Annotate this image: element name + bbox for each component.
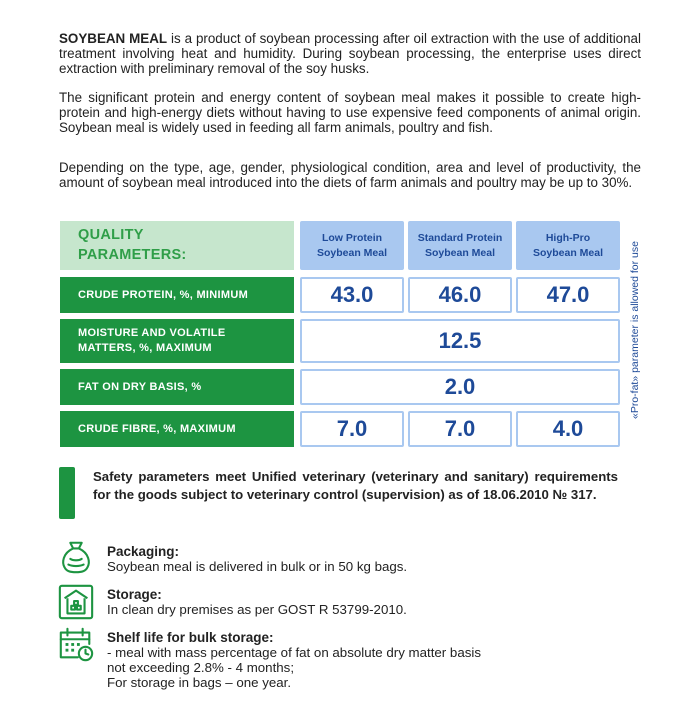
row-label-text: FAT ON DRY BASIS, %: [78, 380, 202, 393]
shelf-life-title: Shelf life for bulk storage:: [107, 630, 274, 645]
row-label-text: CRUDE PROTEIN, %, MINIMUM: [78, 288, 249, 301]
row-label-text: CRUDE FIBRE, %, MAXIMUM: [78, 422, 236, 435]
quality-heading-line-2: PARAMETERS:: [78, 247, 187, 263]
cell-crude-fibre-low: 7.0: [300, 411, 404, 447]
intro-paragraph-2: The significant protein and energy content of soybean meal makes it possible to create high-protein and high-energy diets without having to use expensive feed components of animal origin. Soybean meal is widely used in feeding all farm animals, poultry and fish.: [59, 90, 641, 136]
row-label-line-1: MOISTURE AND VOLATILE: [78, 327, 226, 339]
shelf-life-line-1: - meal with mass percentage of fat on absolute dry matter basis: [107, 645, 481, 660]
row-label-fat: [60, 369, 294, 405]
column-header-line-1: High-Pro: [545, 231, 591, 244]
cell-crude-fibre-high: 4.0: [516, 411, 620, 447]
safety-accent-bar: [59, 467, 75, 519]
row-label-line-2: MATTERS, %, MAXIMUM: [78, 342, 212, 354]
product-name: SOYBEAN MEAL: [59, 31, 168, 46]
quality-heading-line-1: QUALITY: [78, 227, 144, 243]
calendar-clock-icon: [57, 625, 95, 663]
column-header-line-2: Soybean Meal: [424, 246, 496, 259]
cell-crude-protein-low: 43.0: [300, 277, 404, 313]
shelf-life-body: [107, 645, 577, 690]
safety-statement: Safety parameters meet Unified veterinary (veterinary and sanitary) requirements for the goods subject to veterinary control (supervision) as of 18.06.2010 № 317.: [93, 469, 618, 502]
cell-crude-protein-standard: 46.0: [408, 277, 512, 313]
column-header-line-1: Low Protein: [321, 231, 383, 244]
packaging-body: Soybean meal is delivered in bulk or in 50 kg bags.: [107, 559, 408, 574]
column-header-line-2: Soybean Meal: [532, 246, 604, 259]
cell-crude-protein-high: 47.0: [516, 277, 620, 313]
column-header-line-2: Soybean Meal: [316, 246, 388, 259]
shelf-life-line-3: For storage in bags – one year.: [107, 675, 292, 690]
column-header-high-pro: [516, 221, 620, 270]
row-label-crude-fibre: [60, 411, 294, 447]
row-label-moisture: [60, 319, 294, 363]
packaging-title: Packaging:: [107, 544, 180, 559]
cell-moisture-merged: 12.5: [300, 319, 620, 363]
warehouse-icon: [57, 583, 95, 621]
intro-paragraph-3: Depending on the type, age, gender, physiological condition, area and level of productivity, the amount of soybean meal introduced into the diets of farm animals and poultry may be up to 30%.: [59, 160, 641, 191]
column-header-standard-protein: [408, 221, 512, 270]
cell-crude-fibre-standard: 7.0: [408, 411, 512, 447]
quality-parameters-heading: [60, 221, 294, 270]
pro-fat-side-note: «Pro-fat» parameter is allowed for use: [629, 241, 641, 420]
shelf-life-line-2: not exceeding 2.8% - 4 months;: [107, 660, 295, 675]
bag-icon: [57, 538, 95, 576]
intro-paragraph-1-text: is a product of soybean processing after oil extraction with the use of additional treatment involving heat and humidity. During soybean processing, the enterprise uses direct extraction with preliminary removal of the soy husks.: [59, 31, 641, 77]
row-label-crude-protein: [60, 277, 294, 313]
cell-fat-merged: 2.0: [300, 369, 620, 405]
storage-title: Storage:: [107, 587, 162, 602]
intro-paragraph-1: [59, 31, 641, 77]
column-header-low-protein: [300, 221, 404, 270]
column-header-line-1: Standard Protein: [417, 231, 503, 244]
storage-body: In clean dry premises as per GOST R 53799-2010.: [107, 602, 407, 617]
